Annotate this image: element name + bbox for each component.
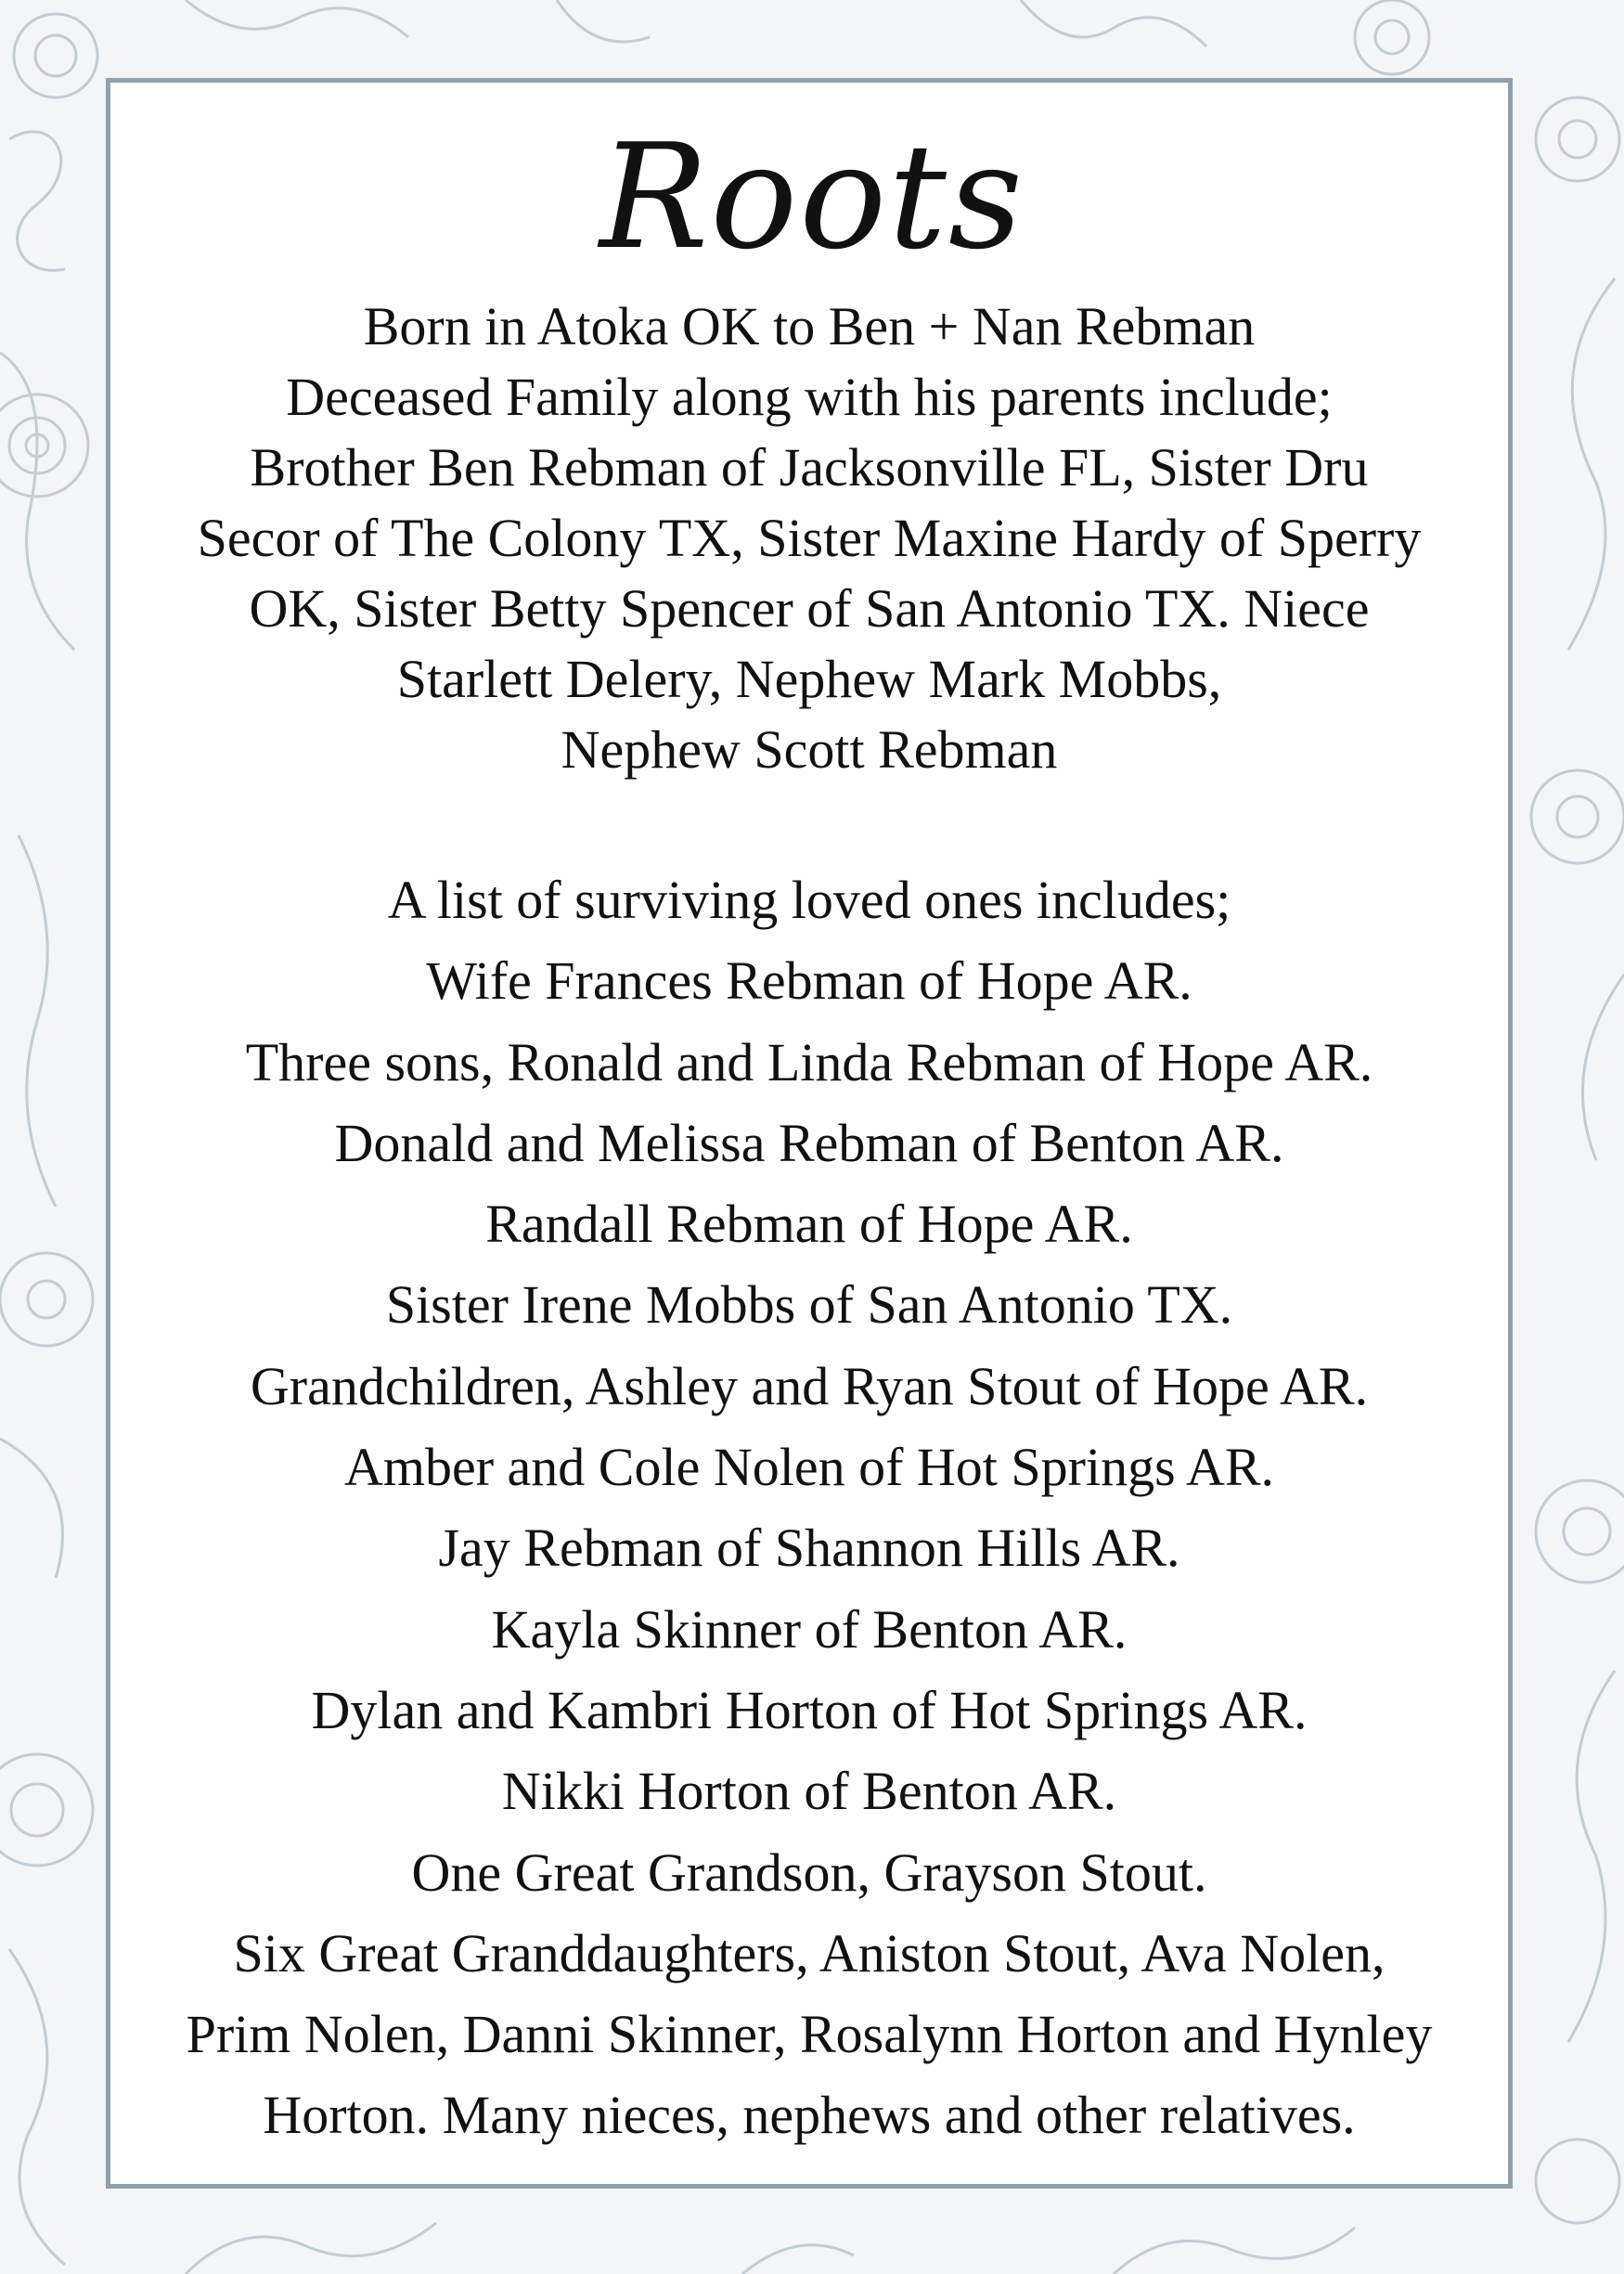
text-line: Starlett Delery, Nephew Mark Mobbs,	[396, 649, 1222, 709]
deceased-family-block	[106, 291, 1513, 785]
text-line: Three sons, Ronald and Linda Rebman of Hope AR.	[245, 1031, 1373, 1092]
text-line: Prim Nolen, Danni Skinner, Rosalynn Horton and Hynley	[186, 2004, 1433, 2065]
surviving-family-block	[106, 859, 1513, 2156]
text-line: Brother Ben Rebman of Jacksonville FL, Sister Dru	[250, 437, 1369, 497]
text-line: Secor of The Colony TX, Sister Maxine Hardy of Sperry	[197, 508, 1422, 568]
text-line: Amber and Cole Nolen of Hot Springs AR.	[343, 1437, 1275, 1498]
text-line: One Great Grandson, Grayson Stout.	[411, 1841, 1207, 1903]
text-line: Kayla Skinner of Benton AR.	[491, 1598, 1128, 1660]
text-line: Six Great Granddaughters, Aniston Stout, Ava Nolen,	[233, 1922, 1386, 1983]
text-line: Horton. Many nieces, nephews and other relatives.	[263, 2085, 1356, 2146]
text-line: Donald and Melissa Rebman of Benton AR.	[334, 1112, 1284, 1173]
text-line: Grandchildren, Ashley and Ryan Stout of Hope AR.	[250, 1355, 1369, 1416]
text-line: A list of surviving loved ones includes;	[387, 870, 1231, 930]
text-line: OK, Sister Betty Spencer of San Antonio TX. Niece	[249, 578, 1370, 639]
text-line: Dylan and Kambri Horton of Hot Springs AR.	[311, 1679, 1308, 1740]
text-line: Born in Atoka OK to Ben + Nan Rebman	[363, 296, 1256, 356]
text-line: Nikki Horton of Benton AR.	[501, 1761, 1117, 1822]
text-line: Jay Rebman of Shannon Hills AR.	[438, 1518, 1180, 1579]
text-line: Randall Rebman of Hope AR.	[485, 1194, 1133, 1255]
text-line: Sister Irene Mobbs of San Antonio TX.	[385, 1274, 1233, 1336]
page-title: Roots	[599, 112, 1025, 281]
text-line: Nephew Scott Rebman	[561, 719, 1058, 780]
text-line: Deceased Family along with his parents include;	[286, 367, 1333, 427]
text-line: Wife Frances Rebman of Hope AR.	[426, 950, 1192, 1012]
